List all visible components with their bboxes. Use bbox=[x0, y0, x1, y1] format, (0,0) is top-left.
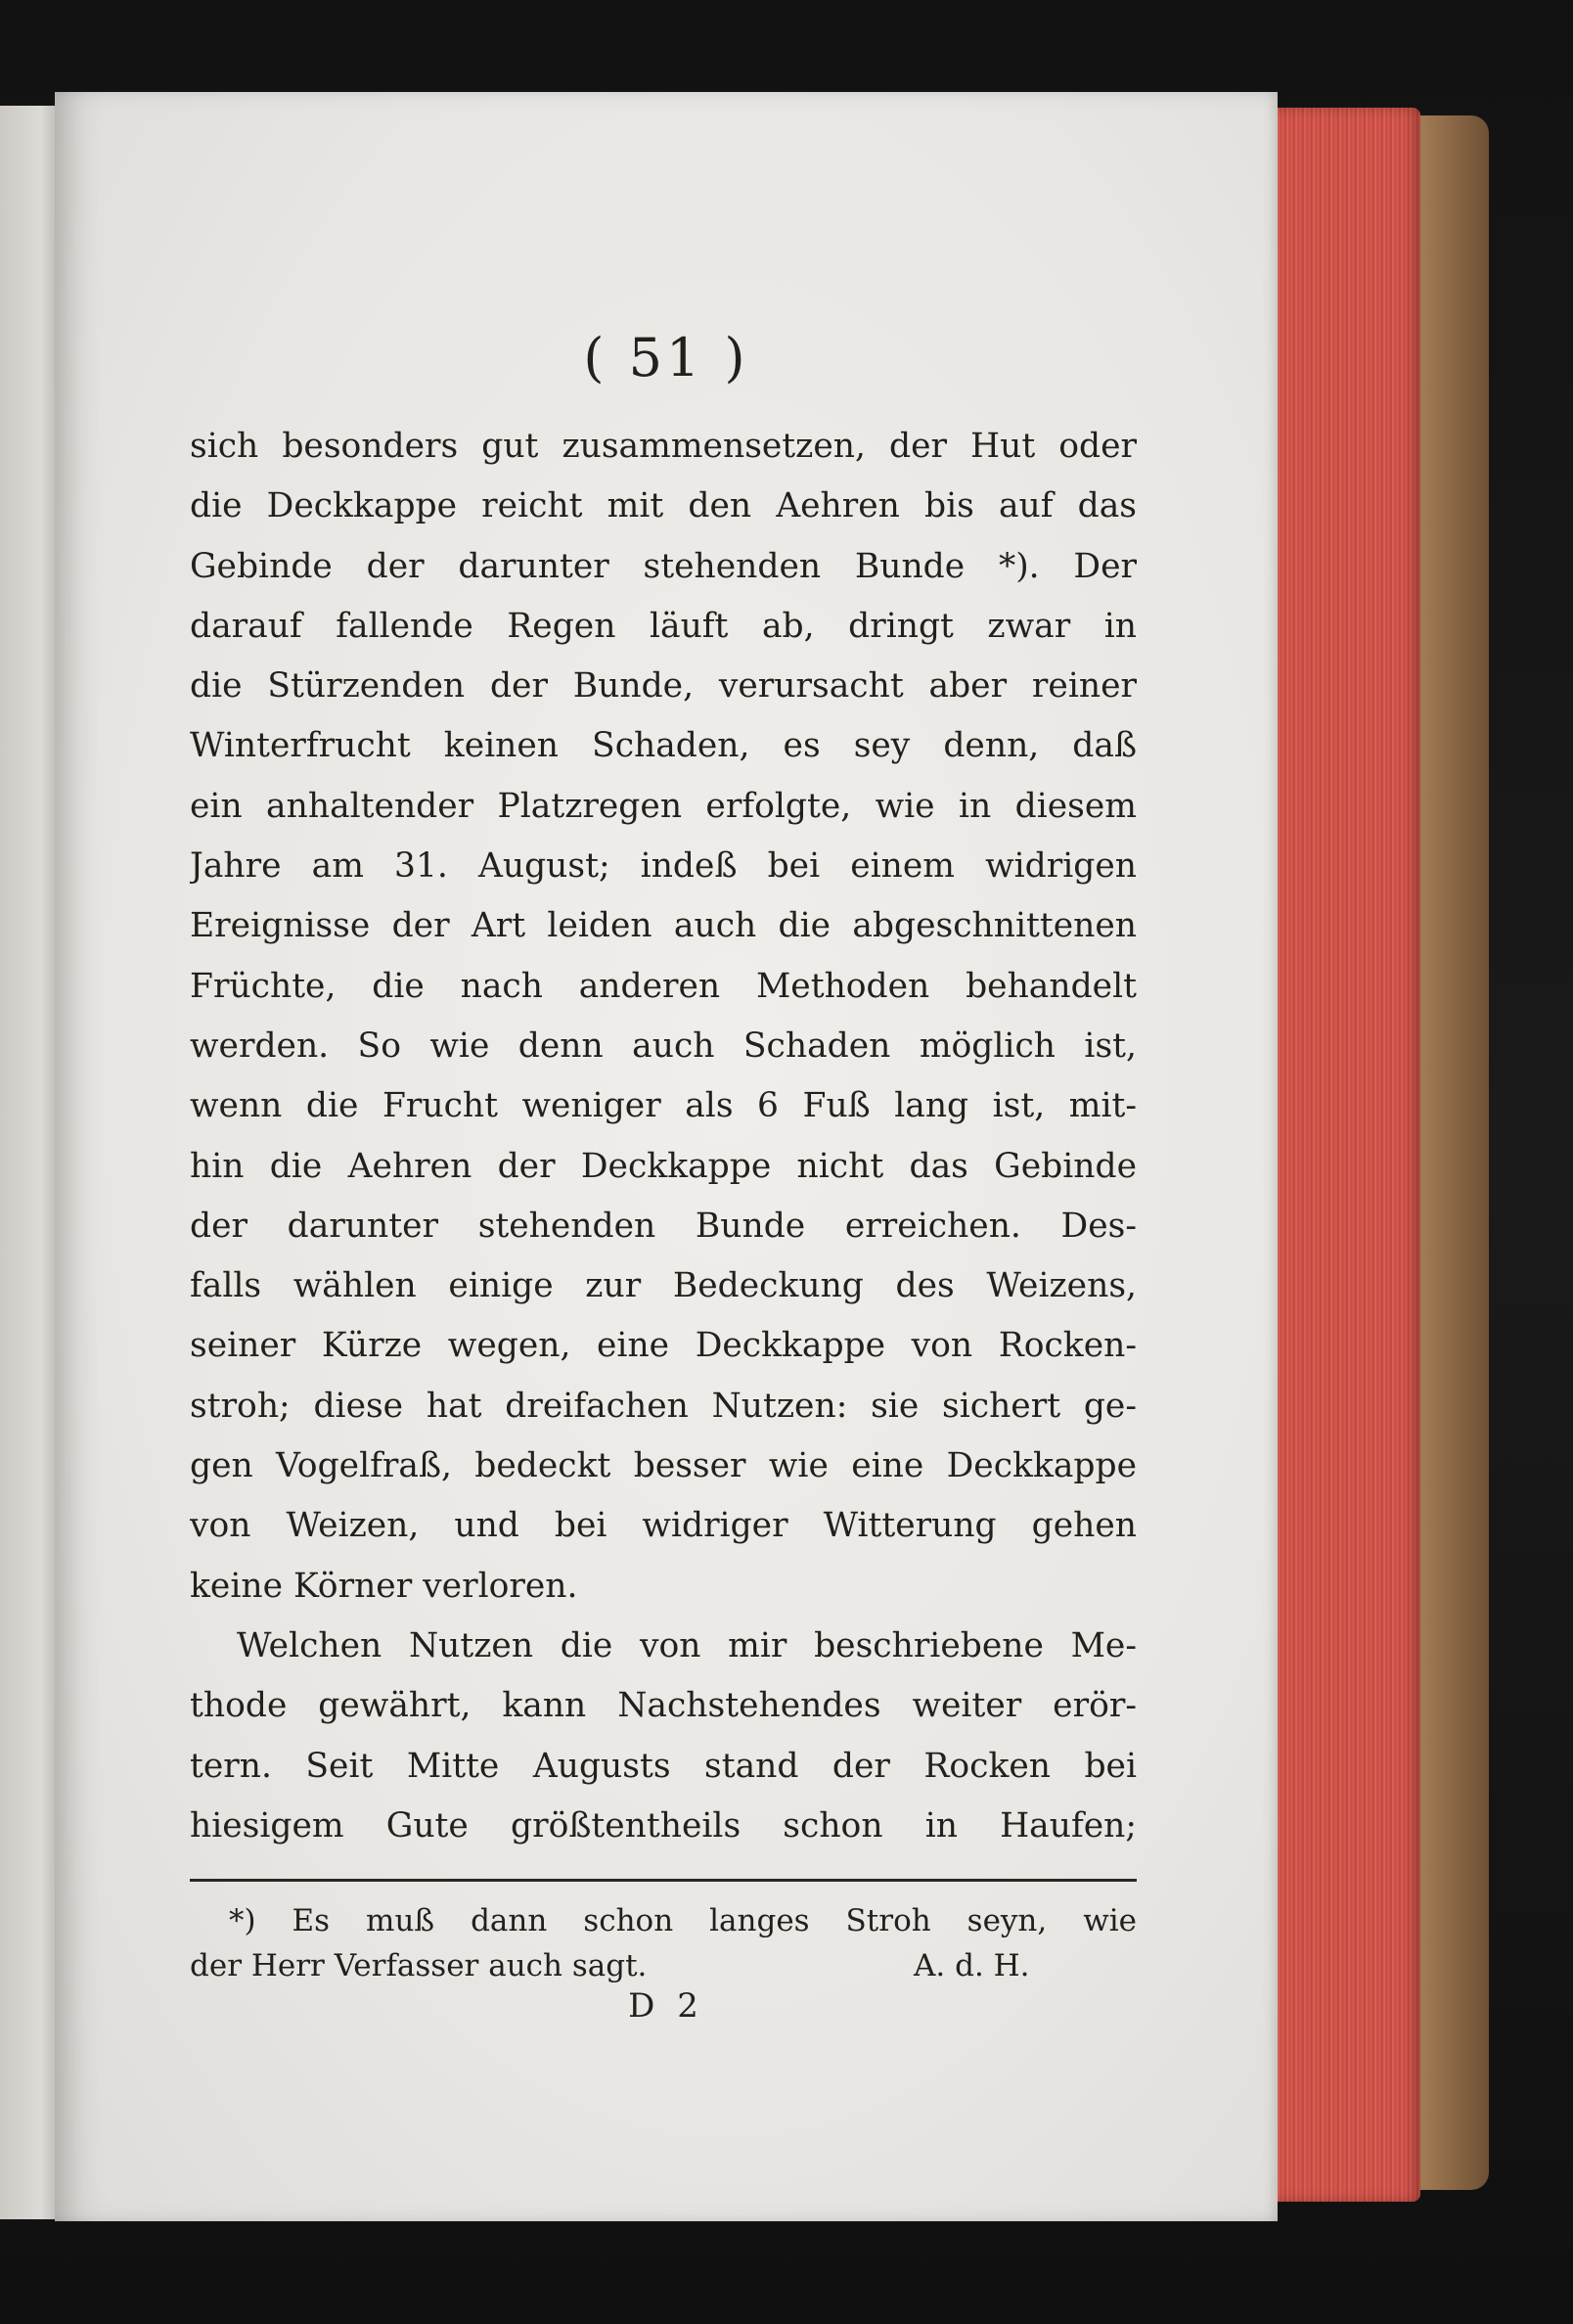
body-text bbox=[190, 417, 1137, 1856]
page-fore-edge bbox=[1272, 108, 1420, 2202]
text-line: hin die Aehren der Deckkappe nicht das Gebinde bbox=[190, 1146, 1137, 1186]
text-line: tern. Seit Mitte Augusts stand der Rocken bei bbox=[190, 1746, 1137, 1786]
paragraph-end-line: keine Körner verloren. bbox=[190, 1566, 578, 1606]
footnote bbox=[190, 1898, 1137, 1988]
text-line: falls wählen einige zur Bedeckung des Weizens, bbox=[190, 1266, 1137, 1306]
text-line: hiesigem Gute größtentheils schon in Haufen; bbox=[190, 1805, 1137, 1846]
text-line: gen Vogelfraß, bedeckt besser wie eine Deckkappe bbox=[190, 1446, 1137, 1486]
footnote-divider bbox=[190, 1879, 1137, 1882]
text-line: Welchen Nutzen die von mir beschriebene Me- bbox=[237, 1625, 1137, 1665]
text-line: Jahre am 31. August; indeß bei einem widrigen bbox=[190, 846, 1137, 887]
text-line: thode gewährt, kann Nachstehendes weiter erör- bbox=[190, 1686, 1137, 1726]
footnote-line: *) Es muß dann schon langes Stroh seyn, wie bbox=[229, 1903, 1137, 1938]
text-line: sich besonders gut zusammensetzen, der Hut oder bbox=[190, 427, 1137, 466]
text-line: ein anhaltender Platzregen erfolgte, wie in diesem bbox=[190, 786, 1137, 826]
text-line: die Deckkappe reicht mit den Aehren bis auf das bbox=[190, 486, 1137, 526]
text-line: von Weizen, und bei widriger Witterung gehen bbox=[190, 1506, 1137, 1546]
printer-signature-mark: D 2 bbox=[628, 1986, 704, 2026]
text-line: Ereignisse der Art leiden auch die abgeschnittenen bbox=[190, 906, 1137, 946]
previous-page-edge bbox=[0, 106, 61, 2219]
footnote-line-text: der Herr Verfasser auch sagt. bbox=[190, 1948, 648, 1983]
text-line: Winterfrucht keinen Schaden, es sey denn, daß bbox=[190, 726, 1137, 766]
footnote-signature: A. d. H. bbox=[914, 1948, 1030, 1983]
book-page bbox=[55, 92, 1278, 2221]
text-line: stroh; diese hat dreifachen Nutzen: sie sichert ge- bbox=[190, 1386, 1137, 1426]
text-line: seiner Kürze wegen, eine Deckkappe von Rocken- bbox=[190, 1326, 1137, 1366]
text-line: Früchte, die nach anderen Methoden behandelt bbox=[190, 966, 1137, 1006]
text-line: werden. So wie denn auch Schaden möglich ist, bbox=[190, 1025, 1137, 1066]
text-line: darauf fallende Regen läuft ab, dringt zwar in bbox=[190, 606, 1137, 646]
page-number: ( 51 ) bbox=[583, 327, 749, 388]
text-line: der darunter stehenden Bunde erreichen. Des- bbox=[190, 1206, 1137, 1246]
text-line: wenn die Frucht weniger als 6 Fuß lang ist, mit- bbox=[190, 1086, 1137, 1126]
footnote-line-2 bbox=[190, 1943, 1137, 1988]
text-line: die Stürzenden der Bunde, verursacht aber reiner bbox=[190, 666, 1137, 706]
text-line: Gebinde der darunter stehenden Bunde *). Der bbox=[190, 546, 1137, 586]
